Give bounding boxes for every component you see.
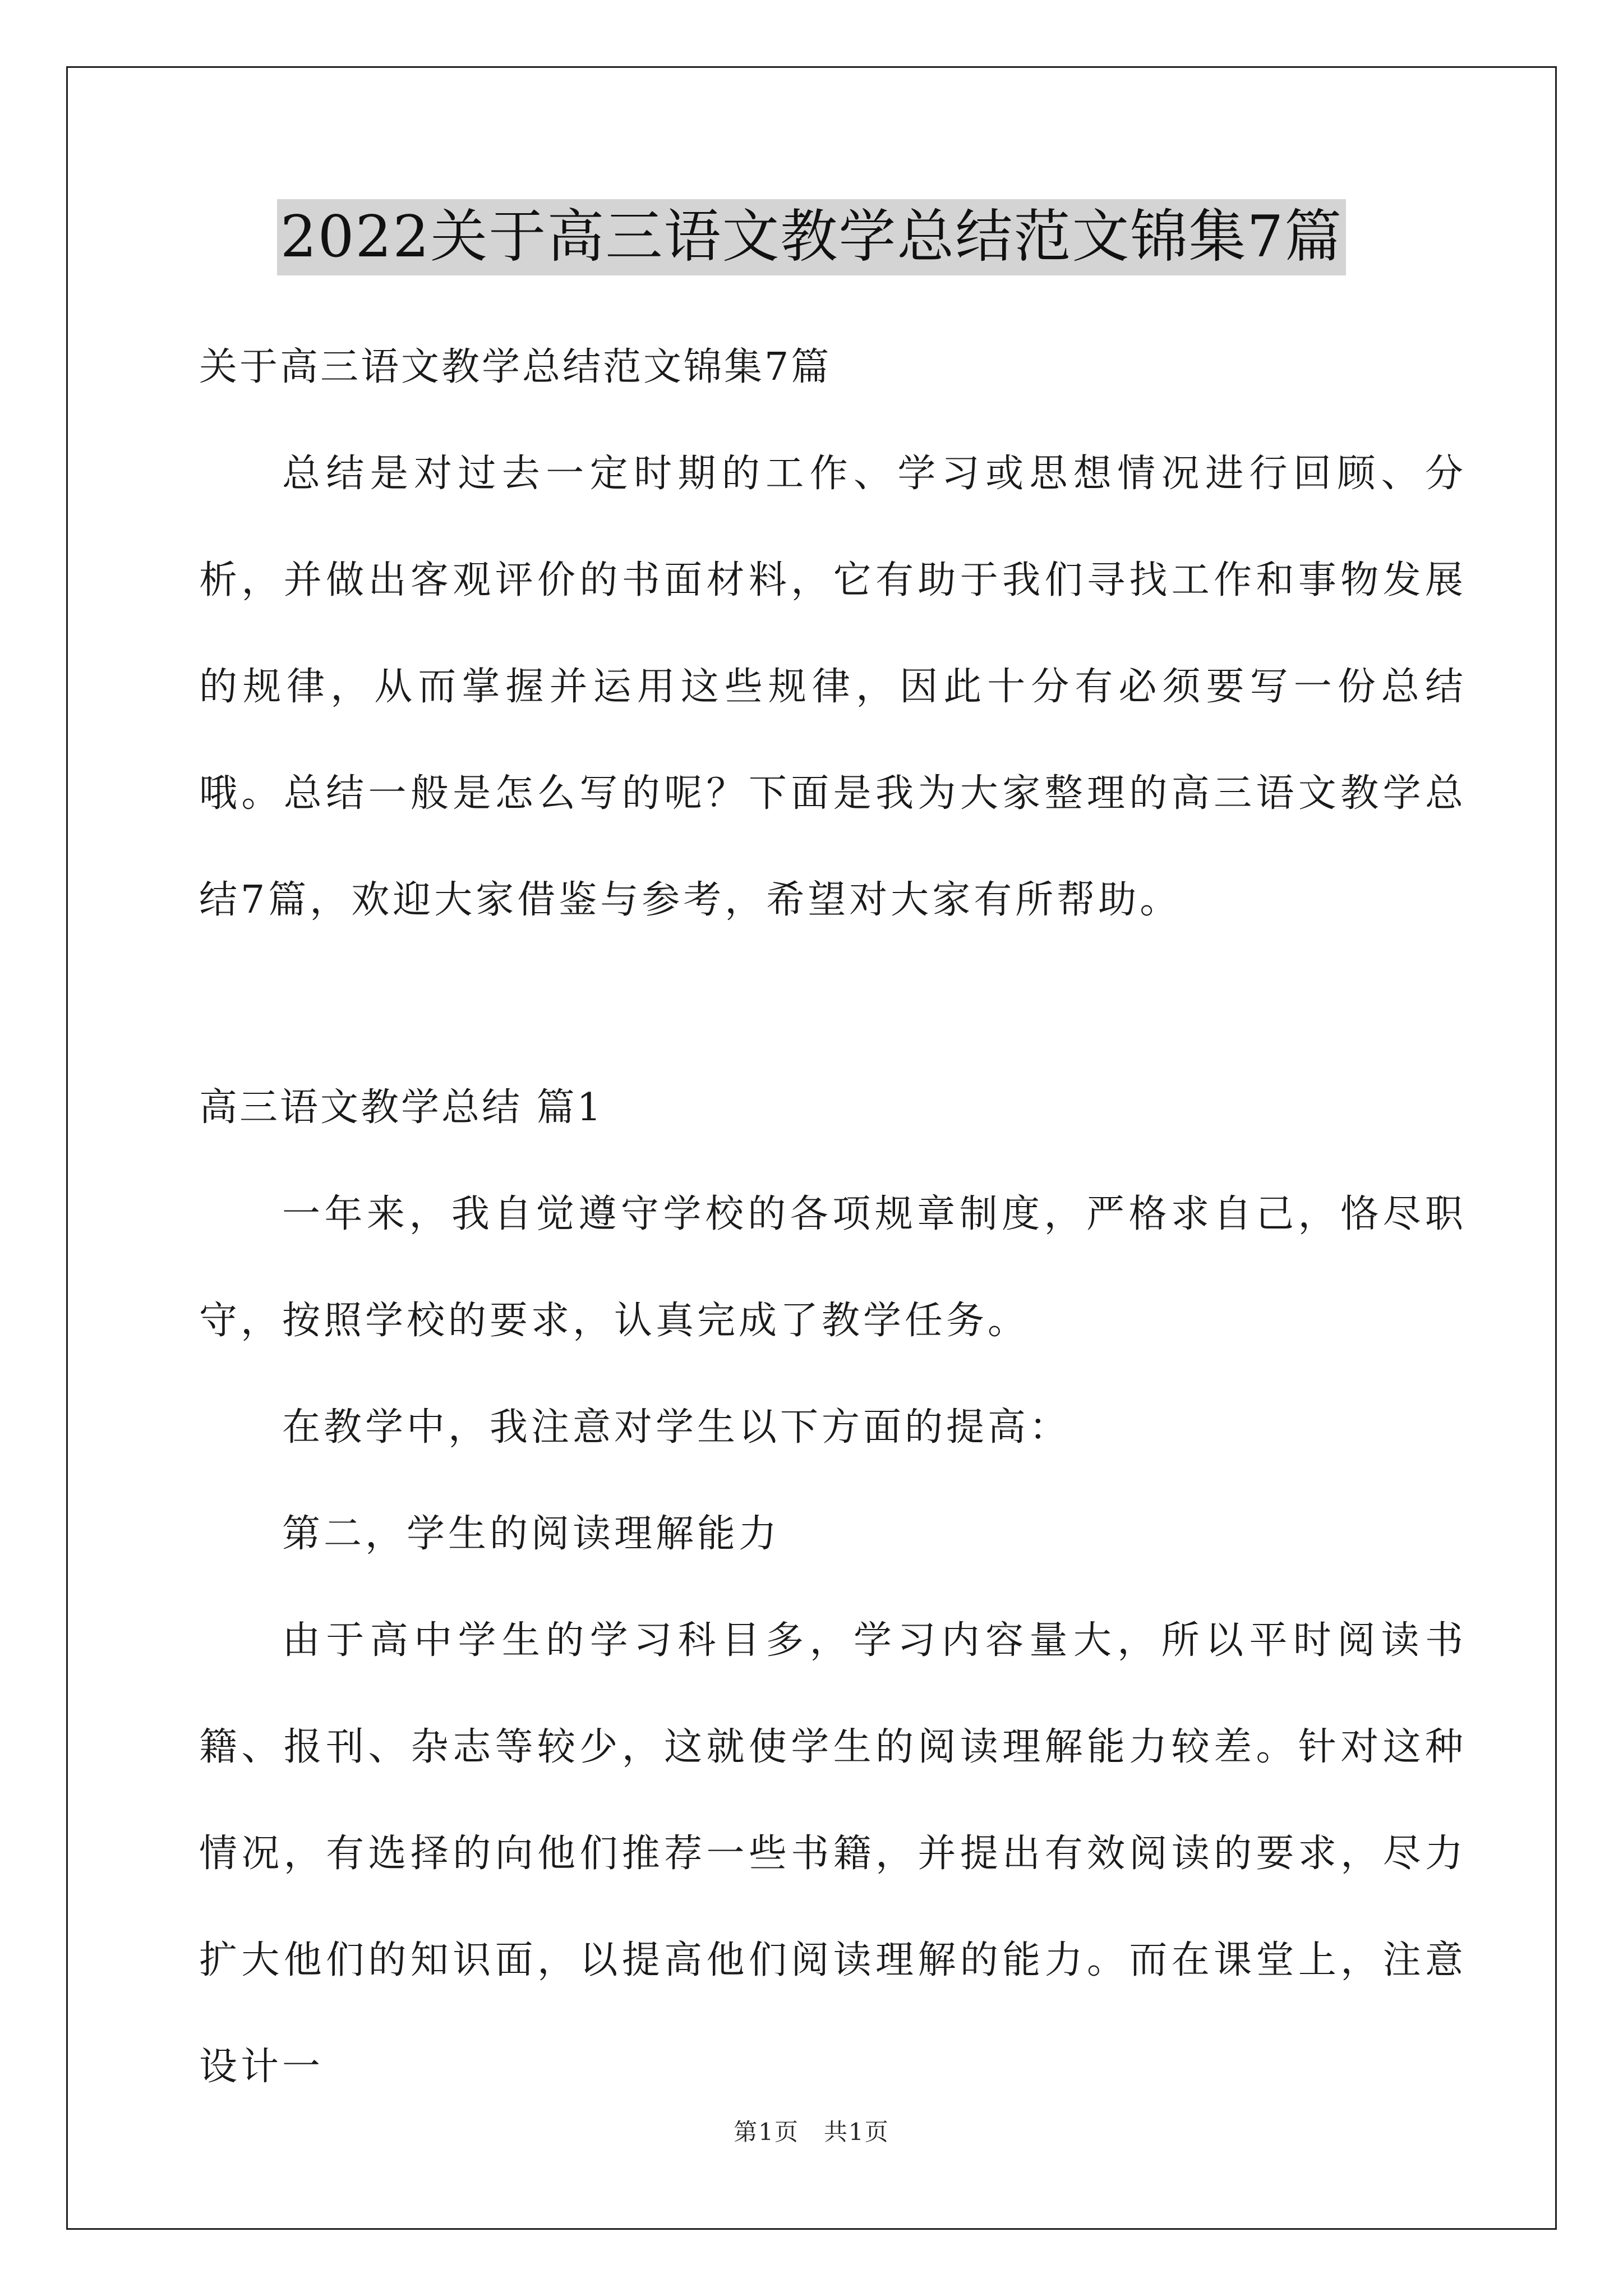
body-paragraph: 由于高中学生的学习科目多，学习内容量大，所以平时阅读书籍、报刊、杂志等较少，这就使学生的阅读理解能力较差。针对这种情况，有选择的向他们推荐一些书籍，并提出有效阅读的要求，尽力扩大他们的知识面，以提高他们阅读理解的能力。而在课堂上，注意设计一 xyxy=(199,1618,1467,2089)
document-subtitle: 关于高三语文教学总结范文锦集7篇 xyxy=(199,345,832,389)
body-paragraph: 一年来，我自觉遵守学校的各项规章制度，严格求自己，恪尽职守，按照学校的要求，认真完成了教学任务。 xyxy=(199,1192,1467,1343)
page-footer: 第1页 共1页 xyxy=(734,2118,889,2146)
document-body xyxy=(199,314,1467,2120)
body-paragraph: 在教学中，我注意对学生以下方面的提高： xyxy=(282,1405,1071,1450)
intro-paragraph: 总结是对过去一定时期的工作、学习或思想情况进行回顾、分析，并做出客观评价的书面材料，它有助于我们寻找工作和事物发展的规律，从而掌握并运用这些规律，因此十分有必须要写一份总结哦。总结一般是怎么写的呢？下面是我为大家整理的高三语文教学总结7篇，欢迎大家借鉴与参考，希望对大家有所帮助。 xyxy=(199,452,1467,922)
body-paragraph: 第二，学生的阅读理解能力 xyxy=(282,1512,781,1556)
section-spacer xyxy=(199,954,1467,1055)
document-title: 2022关于高三语文教学总结范文锦集7篇 xyxy=(277,199,1346,275)
section-heading: 高三语文教学总结 篇1 xyxy=(199,1085,603,1130)
title-container xyxy=(0,199,1623,275)
